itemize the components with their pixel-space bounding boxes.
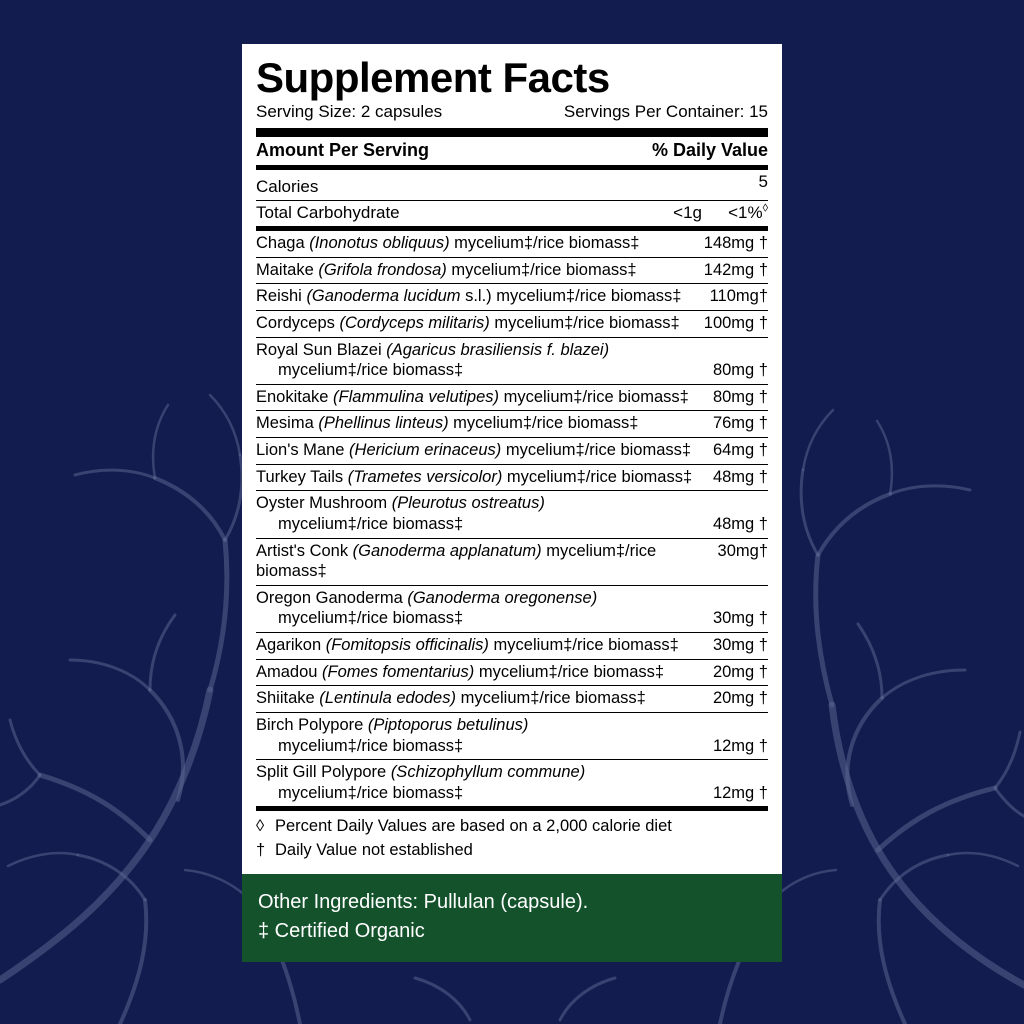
ingredient-name-continued: mycelium‡/rice biomass‡ <box>278 609 464 628</box>
ingredient-amount: 80mg † <box>712 361 768 380</box>
footnote-text: Percent Daily Values are based on a 2,000 calorie diet <box>275 817 672 836</box>
ingredient-row <box>256 410 768 437</box>
ingredient-amount: 142mg † <box>703 260 768 279</box>
other-ingredients-text: Other Ingredients: Pullulan (capsule). <box>258 891 589 914</box>
ingredient-amount: 64mg † <box>712 441 768 460</box>
page-title: Supplement Facts <box>256 54 610 101</box>
ingredient-amount: 76mg † <box>712 414 768 433</box>
ingredient-row <box>256 337 768 384</box>
ingredient-row <box>256 712 768 759</box>
ingredient-name: Oyster Mushroom (Pleurotus ostreatus) <box>256 494 545 513</box>
ingredient-name: Reishi (Ganoderma lucidum s.l.) mycelium‡/rice biomass‡ <box>256 287 682 306</box>
supplement-label <box>242 44 782 962</box>
ingredient-amount: 80mg † <box>712 387 768 406</box>
ingredient-name-continued: mycelium‡/rice biomass‡ <box>278 783 464 802</box>
ingredient-amount: 20mg † <box>712 662 768 681</box>
ingredient-amount: 30mg † <box>712 636 768 655</box>
nutrient-name: Total Carbohydrate <box>256 203 400 223</box>
ingredient-name: Amadou (Fomes fomentarius) mycelium‡/rice biomass‡ <box>256 662 665 681</box>
ingredient-name: Lion's Mane (Hericium erinaceus) mycelium‡/rice biomass‡ <box>256 441 692 460</box>
ingredient-name-continued: mycelium‡/rice biomass‡ <box>278 736 464 755</box>
nutrient-amount: <1g <box>673 203 702 223</box>
ingredient-row <box>256 283 768 310</box>
ingredient-list <box>256 231 768 806</box>
ingredient-row <box>256 759 768 806</box>
ingredient-row <box>256 384 768 411</box>
ingredient-amount: 20mg † <box>712 689 768 708</box>
ingredient-amount: 12mg † <box>712 783 768 802</box>
footnote-list <box>256 811 768 862</box>
ingredient-row <box>256 231 768 257</box>
other-ingredients-panel <box>242 874 782 962</box>
ingredient-name: Chaga (Inonotus obliquus) mycelium‡/rice biomass‡ <box>256 234 640 253</box>
ingredient-amount: 12mg † <box>712 736 768 755</box>
ingredient-name: Artist's Conk (Ganoderma applanatum) mycelium‡/rice biomass‡ <box>256 541 657 581</box>
supplement-facts-panel <box>242 44 782 874</box>
nutrient-row <box>256 200 768 226</box>
footnote-text: Daily Value not established <box>275 840 473 859</box>
ingredient-row <box>256 490 768 537</box>
footnote-symbol: † <box>256 840 266 859</box>
ingredient-name-continued: mycelium‡/rice biomass‡ <box>278 361 464 380</box>
ingredient-name: Turkey Tails (Trametes versicolor) mycelium‡/rice biomass‡ <box>256 467 693 486</box>
ingredient-name: Agarikon (Fomitopsis officinalis) mycelium‡/rice biomass‡ <box>256 636 679 655</box>
serving-info-row <box>256 102 768 125</box>
ingredient-name: Enokitake (Flammulina velutipes) mycelium‡/rice biomass‡ <box>256 387 689 406</box>
ingredient-name: Oregon Ganoderma (Ganoderma oregonense) <box>256 588 598 607</box>
ingredient-row <box>256 538 768 585</box>
ingredient-name: Mesima (Phellinus linteus) mycelium‡/rice biomass‡ <box>256 414 639 433</box>
ingredient-amount: 100mg † <box>703 313 768 332</box>
ingredient-amount: 30mg † <box>712 609 768 628</box>
ingredient-row <box>256 659 768 686</box>
divider-thick-top <box>256 128 768 137</box>
nutrient-daily-value: 5 <box>758 172 768 192</box>
daily-value-label: % Daily Value <box>651 140 768 161</box>
ingredient-name-continued: mycelium‡/rice biomass‡ <box>278 514 464 533</box>
certified-organic-text: ‡ Certified Organic <box>258 920 425 943</box>
nutrient-values <box>673 203 768 223</box>
nutrient-list <box>256 170 768 226</box>
serving-size: Serving Size: 2 capsules <box>256 102 443 122</box>
ingredient-name: Birch Polypore (Piptoporus betulinus) <box>256 715 529 734</box>
ingredient-row <box>256 464 768 491</box>
ingredient-name: Split Gill Polypore (Schizophyllum commune) <box>256 763 586 782</box>
ingredient-row <box>256 685 768 712</box>
ingredient-amount: 48mg † <box>712 514 768 533</box>
footnote-symbol: ◊ <box>256 817 265 836</box>
nutrient-daily-value: <1%◊ <box>728 202 768 223</box>
ingredient-row <box>256 632 768 659</box>
ingredient-amount: 30mg† <box>717 541 768 560</box>
ingredient-name: Shiitake (Lentinula edodes) mycelium‡/rice biomass‡ <box>256 689 646 708</box>
nutrient-row <box>256 170 768 200</box>
nutrient-values <box>702 172 768 192</box>
servings-per-container: Servings Per Container: 15 <box>563 102 768 122</box>
ingredient-name: Royal Sun Blazei (Agaricus brasiliensis f. blazei) <box>256 340 610 359</box>
nutrient-name: Calories <box>256 177 319 197</box>
footnote-item <box>256 815 768 838</box>
ingredient-row <box>256 257 768 284</box>
amount-per-serving-header <box>256 137 768 165</box>
ingredient-name: Maitake (Grifola frondosa) mycelium‡/rice biomass‡ <box>256 260 637 279</box>
ingredient-amount: 148mg † <box>703 234 768 253</box>
footnote-item <box>256 839 768 862</box>
ingredient-amount: 110mg† <box>709 287 768 306</box>
ingredient-amount: 48mg † <box>712 467 768 486</box>
ingredient-row <box>256 310 768 337</box>
ingredient-row <box>256 585 768 632</box>
ingredient-row <box>256 437 768 464</box>
ingredient-name: Cordyceps (Cordyceps militaris) mycelium‡/rice biomass‡ <box>256 313 680 332</box>
amount-per-serving-label: Amount Per Serving <box>256 140 430 161</box>
